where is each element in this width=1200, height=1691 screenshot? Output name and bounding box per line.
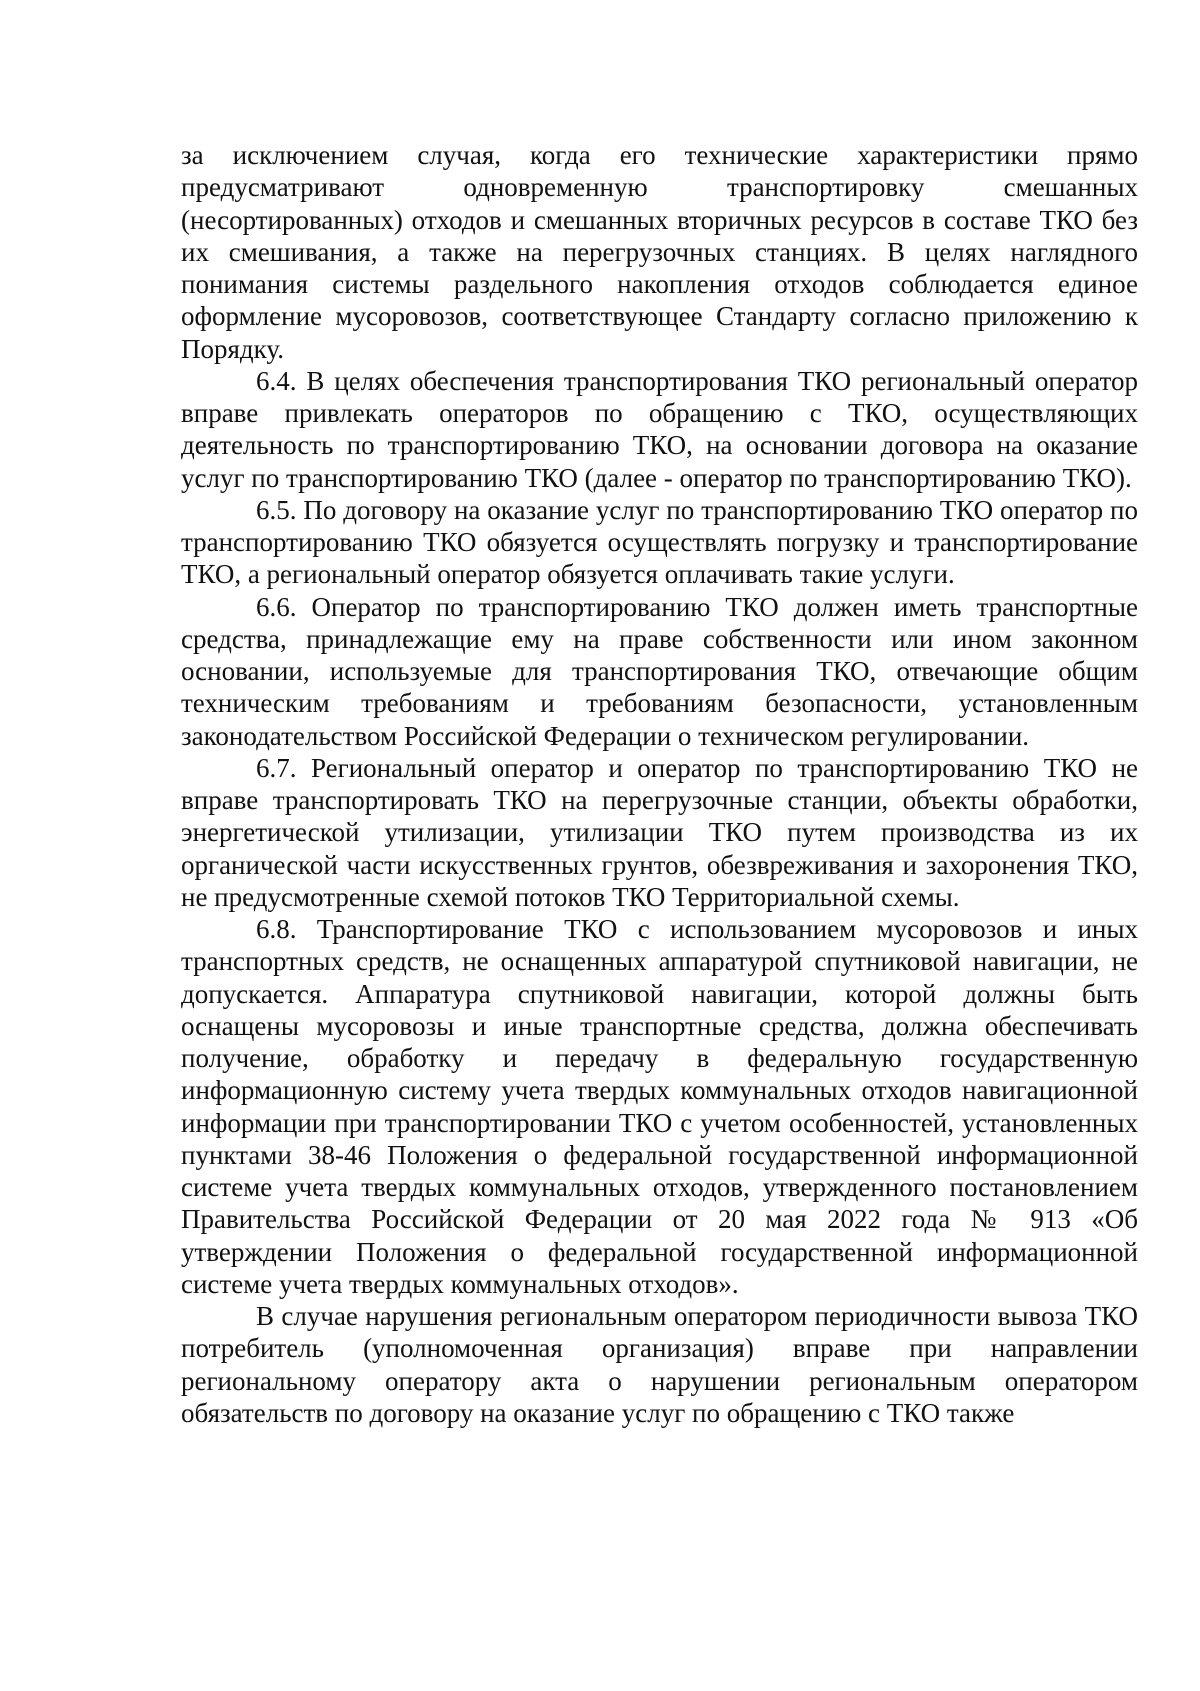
paragraph-6-5: 6.5. По договору на оказание услуг по транспортированию ТКО оператор по транспортированию ТКО обязуется осуществлять погрузку и транспортирование ТКО, а региональный оператор обязуется оплачивать такие услуги. — [181, 494, 1138, 590]
paragraph-6-8: 6.8. Транспортирование ТКО с использованием мусоровозов и иных транспортных средств, не оснащенных аппаратурой спутниковой навигации, не допускается. Аппаратура спутниковой навигации, которой должны быть оснащены мусоровозы и иные транспортные средства, должна обеспечивать получение, обработку и передачу в федеральную государственную информационную систему учета твердых коммунальных отходов навигационной информации при транспортировании ТКО с учетом особенностей, установленных пунктами 38-46 Положения о федеральной государственной информационной системе учета твердых коммунальных отходов, утвержденного постановлением Правительства Российской Федерации от 20 мая 2022 года № 913 «Об утверждении Положения о федеральной государственной информационной системе учета твердых коммунальных отходов». — [181, 914, 1138, 1299]
document-body — [181, 139, 1138, 1429]
paragraph-continuation: за исключением случая, когда его технические характеристики прямо предусматривают одновременную транспортировку смешанных (несортированных) отходов и смешанных вторичных ресурсов в составе ТКО без их смешивания, а также на перегрузочных станциях. В целях наглядного понимания системы раздельного накопления отходов соблюдается единое оформление мусоровозов, соответствующее Стандарту согласно приложению к Порядку. — [181, 140, 1138, 364]
paragraph-violation: В случае нарушения региональным оператором периодичности вывоза ТКО потребитель (уполномоченная организация) вправе при направлении региональному оператору акта о нарушении региональным оператором обязательств по договору на оказание услуг по обращению с ТКО также — [181, 1301, 1138, 1428]
paragraph-6-4: 6.4. В целях обеспечения транспортирования ТКО региональный оператор вправе привлекать операторов по обращению с ТКО, осуществляющих деятельность по транспортированию ТКО, на основании договора на оказание услуг по транспортированию ТКО (далее - оператор по транспортированию ТКО). — [181, 365, 1138, 493]
paragraph-6-6: 6.6. Оператор по транспортированию ТКО должен иметь транспортные средства, принадлежащие ему на праве собственности или ином законном основании, используемые для транспортирования ТКО, отвечающие общим техническим требованиям и требованиям безопасности, установленным законодательством Российской Федерации о техническом регулировании. — [181, 591, 1138, 751]
paragraph-6-7: 6.7. Региональный оператор и оператор по транспортированию ТКО не вправе транспортировать ТКО на перегрузочные станции, объекты обработки, энергетической утилизации, утилизации ТКО путем производства из их органической части искусственных грунтов, обезвреживания и захоронения ТКО, не предусмотренные схемой потоков ТКО Территориальной схемы. — [181, 752, 1138, 912]
